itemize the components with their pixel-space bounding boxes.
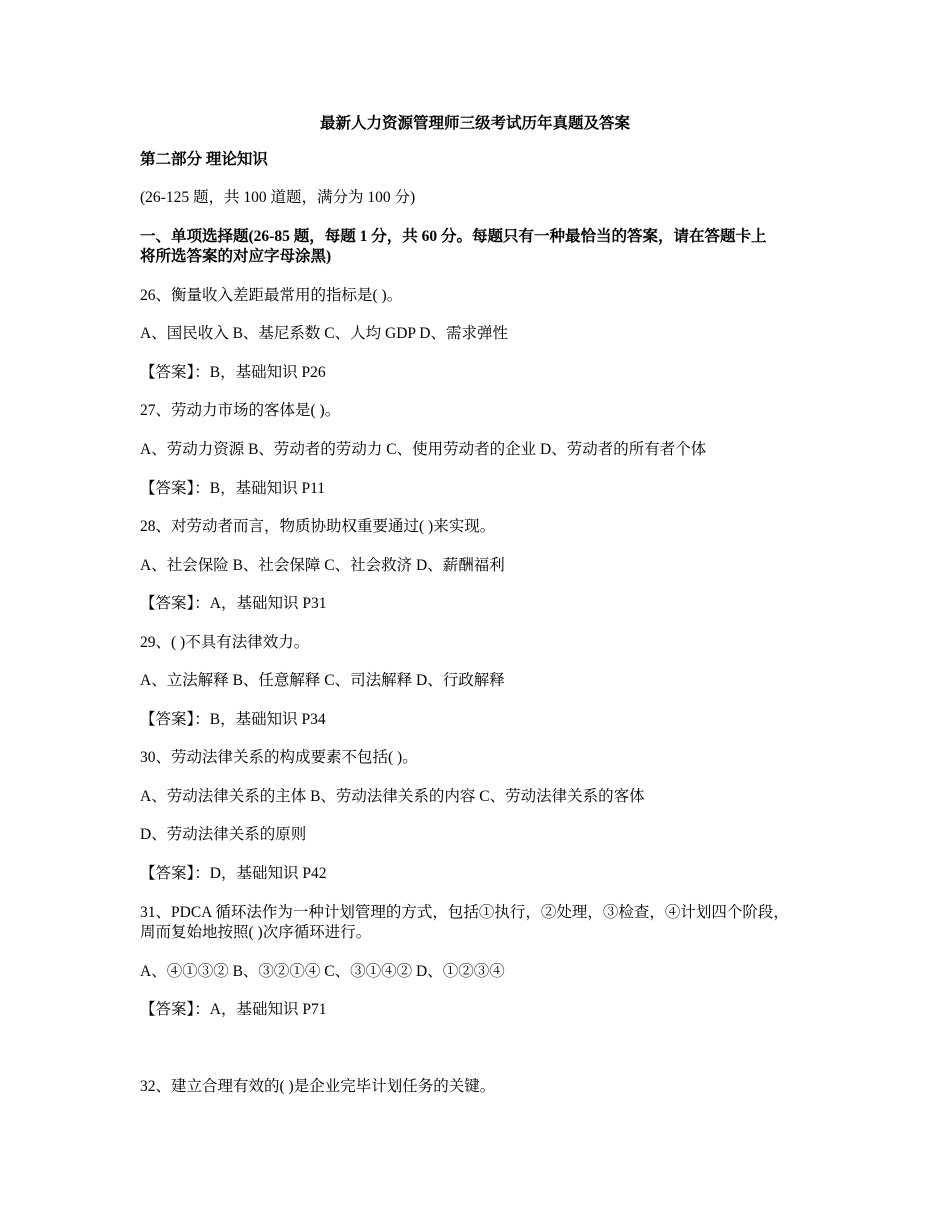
- part-heading: 第二部分 理论知识: [140, 151, 268, 168]
- document-title: 最新人力资源管理师三级考试历年真题及答案: [319, 115, 630, 132]
- question-options-31: A、④①③② B、③②①④ C、③①④② D、①②③④: [140, 963, 505, 980]
- section-heading-line-2: 将所选答案的对应字母涂黑): [140, 248, 332, 265]
- question-options-27: A、劳动力资源 B、劳动者的劳动力 C、使用劳动者的企业 D、劳动者的所有者个体: [140, 441, 707, 458]
- question-stem-27: 27、劳动力市场的客体是( )。: [140, 402, 341, 419]
- question-stem-32: 32、建立合理有效的( )是企业完毕计划任务的关键。: [140, 1078, 496, 1095]
- section-heading-line-1: 一、单项选择题(26-85 题，每题 1 分，共 60 分。每题只有一种最恰当的答案，请在答题卡上: [140, 228, 767, 245]
- question-options-26: A、国民收入 B、基尼系数 C、人均 GDP D、需求弹性: [140, 325, 508, 342]
- question-answer-29: 【答案】：B，基础知识 P34: [140, 711, 326, 728]
- question-options-30-line-2: D、劳动法律关系的原则: [140, 826, 307, 843]
- question-answer-27: 【答案】：B，基础知识 P11: [140, 480, 326, 497]
- question-stem-28: 28、对劳动者而言，物质协助权重要通过( )来实现。: [140, 518, 496, 535]
- question-stem-31: 31、PDCA 循环法作为一种计划管理的方式，包括①执行，②处理，③检查，④计划四个阶段，: [140, 904, 789, 921]
- question-stem-30: 30、劳动法律关系的构成要素不包括( )。: [140, 749, 418, 766]
- question-stem-31-line-2: 周而复始地按照( )次序循环进行。: [140, 924, 372, 941]
- question-options-28: A、社会保险 B、社会保障 C、社会救济 D、薪酬福利: [140, 557, 505, 574]
- question-answer-28: 【答案】：A，基础知识 P31: [140, 595, 327, 612]
- part-note: (26-125 题，共 100 道题，满分为 100 分): [140, 189, 416, 206]
- question-answer-30: 【答案】：D，基础知识 P42: [140, 865, 327, 882]
- question-options-29: A、立法解释 B、任意解释 C、司法解释 D、行政解释: [140, 672, 505, 689]
- question-stem-26: 26、衡量收入差距最常用的指标是( )。: [140, 287, 403, 304]
- question-stem-29: 29、( )不具有法律效力。: [140, 634, 310, 651]
- question-answer-26: 【答案】：B，基础知识 P26: [140, 364, 326, 381]
- question-options-30: A、劳动法律关系的主体 B、劳动法律关系的内容 C、劳动法律关系的客体: [140, 788, 645, 805]
- question-answer-31: 【答案】：A，基础知识 P71: [140, 1001, 327, 1018]
